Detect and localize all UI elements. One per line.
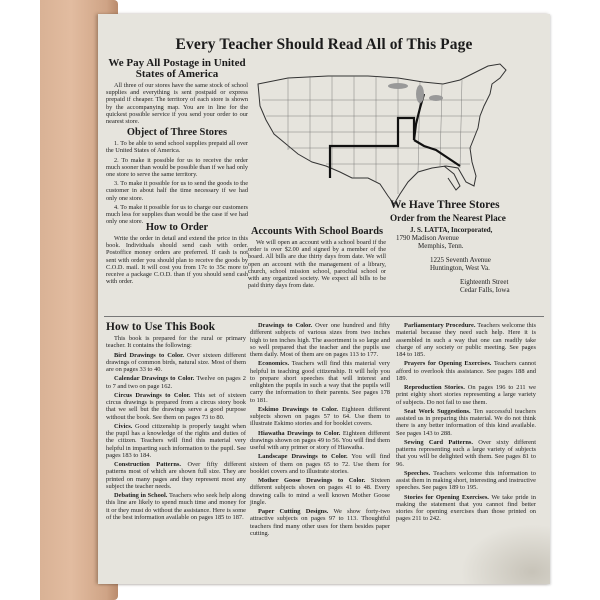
how-to-order-text: Write the order in detail and extend the price in this book. Individuals should send cash with order. Postoffice money orders are preferred. If cash is not sent with order you should plan to receive the goods by C.O.D. mail. It will cost you from 17c to 35c more to receive a package C.O.D. than if you should send cash with order. xyxy=(106,235,248,286)
use-book-column-2 xyxy=(250,322,390,539)
book-section: Speeches. Teachers welcome this information to assist them in making short, interesting and instructive speeches. See pages 189 to 195. xyxy=(396,469,536,492)
accounts-text: We will open an account with a school board if the order is over $2.00 and signed by a member of the board. All bills are due thirty days from date. We will open an account with the management of a library, church, school mission school, parochial school or with any organized society. We expect all bills to be paid thirty days from date. xyxy=(248,239,386,290)
book-section: Construction Patterns. Over fifty different patterns most of which are shown full size. They are printed on many pages and they represent most any subject the teacher needs. xyxy=(106,461,246,490)
us-outline xyxy=(258,64,506,204)
company-name: J. S. LATTA, Incorporated, xyxy=(410,226,493,234)
how-to-order-heading: How to Order xyxy=(145,222,209,233)
book-section: Sewing Card Patterns. Over sixty different patterns representing such a large variety of subjects that you will be delighted with them. See pages 81 to 96. xyxy=(396,438,536,468)
accounts-heading: Accounts With School Boards xyxy=(250,226,384,237)
book-section: Civics. Good citizenship is properly taught when the pupil has a knowledge of the rights and duties of the citizen. Teachers will find this material very helpful in imparting such information to the pupil. See pages 183 to 184. xyxy=(106,422,246,459)
book-section: Economics. Teachers will find this material very helpful in teaching good citizenship. It will help you to prepare short speeches that will interest and enlighten the pupils in such a way that the pupils will carry the information to their parents. See pages 178 to 181. xyxy=(250,360,390,404)
book-section: Stories for Opening Exercises. We take pride in making the statement that you cannot find better stories for opening exercises than those printed on pages 211 to 242. xyxy=(396,493,536,523)
object-item-2: 2. To make it possible for us to receive the order much sooner than would be possible than if we had only one store to serve the same territory. xyxy=(106,156,249,179)
object-heading: Object of Three Stores xyxy=(126,127,228,139)
book-section: Circus Drawings to Color. This set of sixteen circus drawings is prepared from a circus story book that we sell but the drawings serve a good purpose without the book. See them on pages 73 to 80. xyxy=(106,391,246,421)
postage-text: All three of our stores have the same stock of school supplies and everything is sent postpaid or express prepaid if cheaper. The territory of each store is shown by the accompanying map. You are in line for the quickest possible service if you send your order to our nearest store. xyxy=(106,82,248,126)
object-item-3: 3. To make it possible for us to send the goods to the customer in about half the time necessary if we had only one store. xyxy=(106,180,248,202)
book-section: Parliamentary Procedure. Teachers welcome this material because they need such help. Here it is assembled in such a way that one can readily take charge of any society or public meeting. See pages 184 to 185. xyxy=(396,322,537,358)
state-lines xyxy=(262,76,484,194)
store-address-city: Memphis, Tenn. xyxy=(418,242,464,250)
book-section: Calendar Drawings to Color. Twelve on pages 2 to 7 and two on page 162. xyxy=(106,375,246,390)
how-to-order-section xyxy=(106,222,248,287)
book-section: Bird Drawings to Color. Over sixteen different drawings of common birds, natural size. Most of them are on pages 33 to 40. xyxy=(106,351,246,373)
book-section: Mother Goose Drawings to Color. Sixteen different subjects shown on pages 41 to 48. Every drawing calls to mind a well known Mother Goose jingle. xyxy=(250,477,390,506)
postage-heading: We Pay All Postage in United States of America xyxy=(108,57,246,80)
stores-subheading: Order from the Nearest Place xyxy=(390,213,506,223)
book-section: Landscape Drawings to Color. You will find sixteen of them on pages 65 to 72. Use them for booklet covers and to illustrate stories. xyxy=(250,453,390,475)
use-book-column-1 xyxy=(106,322,246,523)
territory-boundaries xyxy=(330,94,460,178)
us-map-graphic xyxy=(248,54,536,214)
use-book-column-3 xyxy=(396,322,536,525)
book-section: Reproduction Stories. On pages 196 to 211 we print eighty short stories representing a large variety of subjects. Do not fail to use them. xyxy=(396,384,536,406)
territory-map xyxy=(248,54,536,214)
stores-section xyxy=(390,200,540,294)
object-item-1: 1. To be able to send school supplies prepaid all over the United States of America. xyxy=(106,140,248,155)
florida-outline xyxy=(444,166,460,190)
store-address-street: 1790 Madison Avenue xyxy=(396,234,459,242)
store-address-city: Cedar Falls, Iowa xyxy=(460,286,510,294)
book-section: Drawings to Color. Over one hundred and fifty different subjects of various sizes from two inches high to ten inches high. The assortment is so large and so well prepared that the teacher and the pupils use them daily. Most of them are on pages 113 to 177. xyxy=(250,322,390,358)
accounts-section xyxy=(248,200,386,291)
use-book-heading: How to Use This Book xyxy=(106,321,216,333)
book-section: Seat Work Suggestions. Ten successful teachers assisted us in preparing this material. We do not think there is any better information of this kind available. See pages 143 to 288. xyxy=(396,407,536,437)
store-address-street: 1225 Seventh Avenue xyxy=(430,256,491,264)
section-divider xyxy=(104,316,544,317)
store-address-street: Eighteenth Street xyxy=(460,278,509,286)
book-section: Eskimo Drawings to Color. Eighteen different subjects shown on pages 57 to 64. Use them to illustrate Eskimo stories and for booklet covers. xyxy=(250,405,390,428)
book-section: Debating in School. Teachers who seek help along this line are likely to spend much time and money for it or they must do without the assistance. Here is some of the best information available on pages 185 to 187. xyxy=(106,492,247,521)
paper-stain xyxy=(460,524,550,584)
book-section: Paper Cutting Designs. We show forty-two attractive subjects on pages 97 to 113. Thoughtful teachers find many other uses for them besides paper cutting. xyxy=(250,508,391,537)
store-address-city: Huntington, West Va. xyxy=(430,264,490,272)
page-title: Every Teacher Should Read All of This Page xyxy=(175,36,473,53)
object-item-4: 4. To make it possible for us to charge our customers much less for supplies than would be the case if we had only one store. xyxy=(106,203,248,226)
book-section: Prayers for Opening Exercises. Teachers cannot afford to overlook this assistance. See pages 188 and 189. xyxy=(396,360,537,382)
use-book-intro: This book is prepared for the rural or primary teacher. It contains the following: xyxy=(106,335,246,350)
left-column xyxy=(106,58,248,227)
stores-heading: We Have Three Stores xyxy=(390,199,500,211)
book-section: Hiawatha Drawings to Color. Eighteen different drawings shown on pages 49 to 56. You will find them useful with any primer or story of Hiawatha. xyxy=(250,429,390,451)
catalog-page xyxy=(98,14,550,584)
